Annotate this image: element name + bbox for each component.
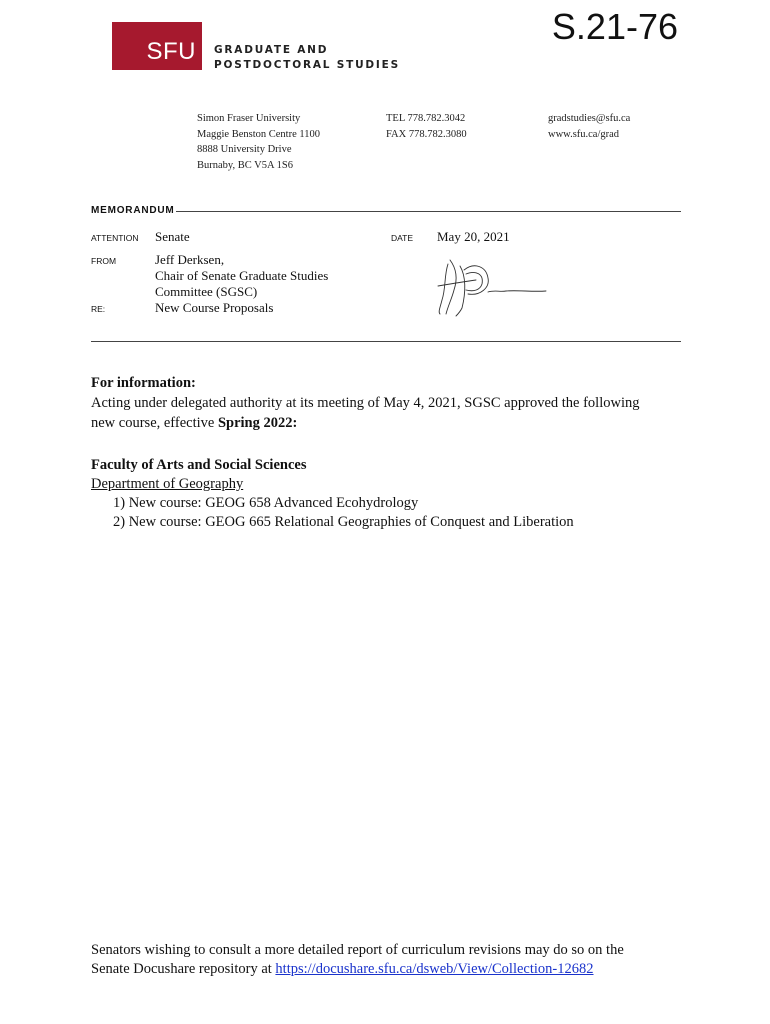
address-line: Maggie Benston Centre 1100 [197, 128, 320, 140]
date-label: DATE [391, 233, 414, 243]
info-heading: For information: [91, 375, 196, 391]
footer-line1: Senators wishing to consult a more detailed report of curriculum revisions may do so on the [91, 942, 624, 958]
document-number: S.21-76 [551, 6, 678, 47]
from-value [155, 252, 328, 300]
footer-prefix: Senate Docushare repository at [91, 961, 276, 977]
re-label: RE: [91, 304, 106, 314]
attention-label: ATTENTION [91, 233, 139, 243]
intro-line1: Acting under delegated authority at its meeting of May 4, 2021, SGSC approved the following [91, 395, 640, 411]
unit-name-line2: POSTDOCTORAL STUDIES [214, 59, 400, 71]
intro-line2 [91, 414, 297, 434]
phone-line: TEL 778.782.3042 [386, 113, 466, 124]
faculty-heading: Faculty of Arts and Social Sciences [91, 457, 307, 473]
from-line: Jeff Derksen, [155, 252, 225, 267]
department-heading: Department of Geography [91, 476, 244, 492]
list-item: 1) New course: GEOG 658 Advanced Ecohydrology [113, 495, 419, 511]
address-line: 8888 University Drive [197, 144, 292, 155]
logo-text: SFU [146, 38, 196, 65]
from-label: FROM [91, 256, 117, 266]
address-line: Simon Fraser University [197, 113, 301, 124]
effective-term: Spring 2022: [217, 415, 298, 431]
memo-divider [176, 211, 681, 212]
email-line: gradstudies@sfu.ca [548, 113, 631, 124]
memo-heading: MEMORANDUM [91, 205, 175, 216]
contact-block [548, 111, 630, 142]
from-line: Committee (SGSC) [155, 284, 258, 299]
attention-value: Senate [155, 229, 190, 244]
signature [436, 256, 551, 318]
website-line: www.sfu.ca/grad [548, 128, 620, 140]
sfu-logo [112, 22, 202, 70]
from-line: Chair of Senate Graduate Studies [155, 268, 329, 283]
date-value: May 20, 2021 [437, 229, 510, 244]
intro-prefix: new course, effective [91, 415, 218, 431]
re-value: New Course Proposals [155, 300, 274, 315]
phone-block [386, 111, 467, 142]
footer-line2 [91, 960, 594, 980]
docushare-link[interactable]: https://docushare.sfu.ca/dsweb/View/Collection-12682 [275, 961, 594, 977]
memo-bottom-divider [91, 341, 681, 342]
fax-line: FAX 778.782.3080 [386, 128, 467, 140]
list-item: 2) New course: GEOG 665 Relational Geographies of Conquest and Liberation [113, 514, 574, 530]
address-line: Burnaby, BC V5A 1S6 [197, 159, 293, 171]
address-block [197, 111, 320, 173]
unit-name-line1: GRADUATE AND [214, 44, 329, 56]
